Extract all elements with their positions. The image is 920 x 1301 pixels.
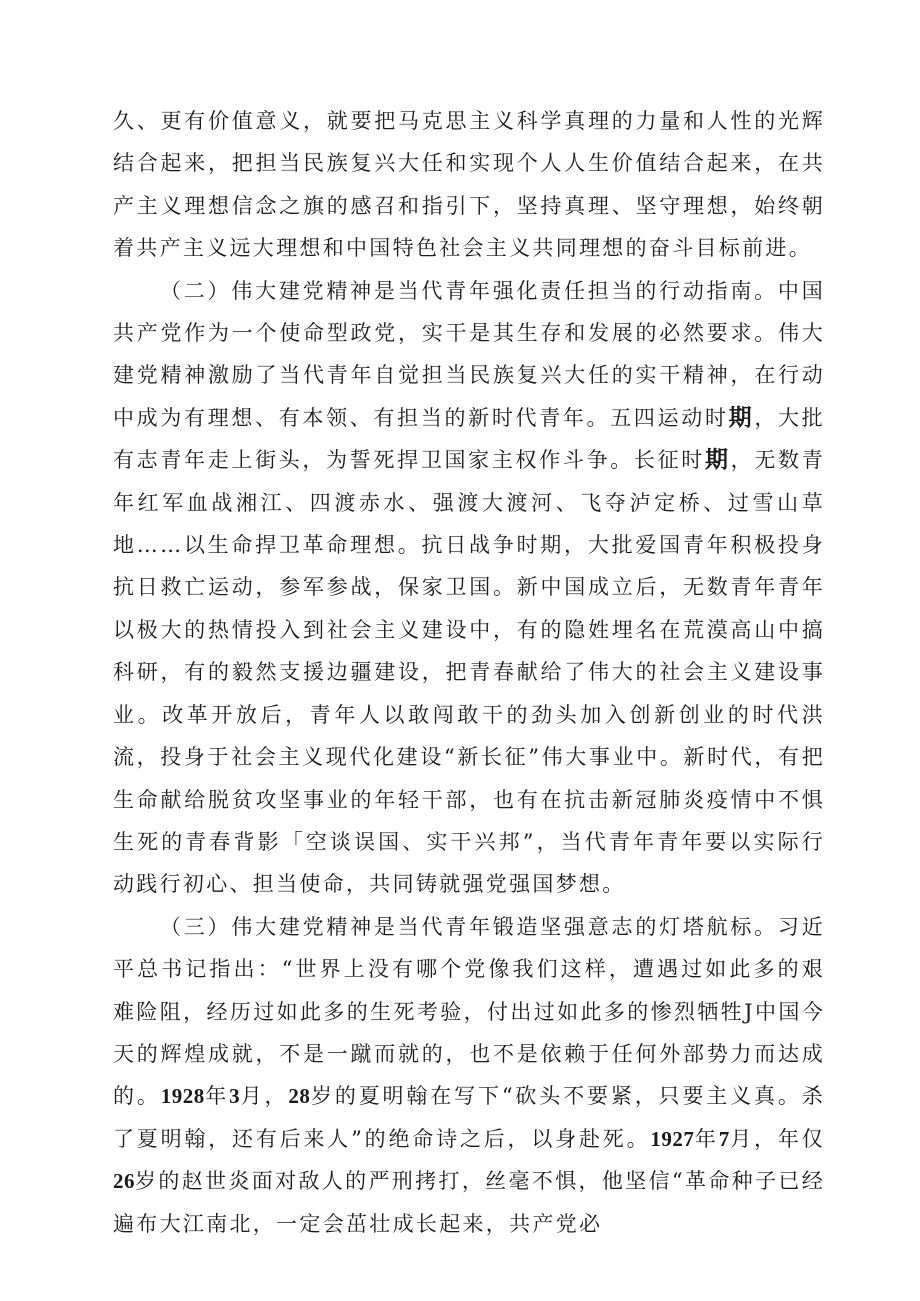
paragraph-section-three (113, 906, 825, 1245)
age-number: 28 (288, 1084, 311, 1109)
text-run: 岁的赵世炎面对敌人的严刑拷打，丝毫不惧，他坚信“革命种子已经遍布大江南北，一定会茁壮成长起来，共产党必 (113, 1169, 825, 1236)
month-number: 7 (718, 1126, 730, 1151)
text-run: 年 (204, 1084, 230, 1109)
age-number: 26 (113, 1169, 135, 1194)
text-run: ，无数青年红军血战湘江、四渡赤水、强渡大渡河、飞夺泸定桥、过雪山草地……以生命捍卫革命理想。抗日战争时期，大批爱国青年积极投身抗日救亡运动，参军参战，保家卫国。新中国成立后，无数青年青年以极大的热情投入到社会主义建设中，有的隐姓埋名在荒漠高山中搞科研，有的毅然支援边疆建设，把青春献给了伟大的社会主义建设事业。改革开放后，青年人以敢闯敢干的劲头加入创新创业的时代洪流，投身于社会主义现代化建设“新长征”伟大事业中。新时代，有把生命献给脱贫攻坚事业的年轻干部，也有在抗击新冠肺炎疫情中不惧生死的青春背影「空谈误国、实干兴邦”，当代青年青年要以实际行动践行初心、担当使命，共同铸就强党强国梦想。 (113, 448, 825, 897)
year-number: 1928 (160, 1084, 205, 1109)
document-body (113, 100, 825, 1245)
text-run: 月， (240, 1084, 289, 1109)
paragraph-continuation (113, 100, 825, 270)
text-run: （二）伟大建党精神是当代青年强化责任担当的行动指南。中国共产党作为一个使命型政党，实干是其生存和发展的必然要求。伟大建党精神激励了当代青年自觉担当民族复兴大任的实干精神，在行动中成为有理想、有本领、有担当的新时代青年。五四运动时 (113, 278, 825, 430)
text-run: （三）伟大建党精神是当代青年锻造坚强意志的灯塔航标。习近平总书记指出：“世界上没有哪个党像我们这样，遭遇过如此多的艰难险阻，经历过如此多的生死考验，付出过如此多的惨烈牺牲J中国今天的辉煌成就，不是一蹴而就的，也不是依赖于任何外部势力而达成的。 (113, 914, 825, 1109)
paragraph-section-two (113, 270, 825, 906)
text-run: 岁的夏明翰在写下“砍头不要紧，只要主义真。杀了夏明翰，还有后来人”的绝命诗之后，以身赴死。 (113, 1084, 825, 1151)
year-number: 1927 (650, 1126, 695, 1151)
text-run: 年 (694, 1126, 719, 1151)
month-number: 3 (229, 1084, 241, 1109)
text-run: ，大批有志青年走上街头，为誓死捍卫国家主权作斗争。长征时 (113, 405, 825, 473)
emphasized-character: 期 (704, 447, 731, 474)
text-run: 月，年仅 (729, 1126, 825, 1151)
text-run: 久、更有价值意义，就要把马克思主义科学真理的力量和人性的光辉结合起来，把担当民族复兴大任和实现个人人生价值结合起来，在共产主义理想信念之旗的感召和指引下，坚持真理、坚守理想，始终朝着共产主义远大理想和中国特色社会主义共同理想的奋斗目标前进。 (113, 109, 825, 261)
emphasized-character: 期 (728, 404, 755, 431)
